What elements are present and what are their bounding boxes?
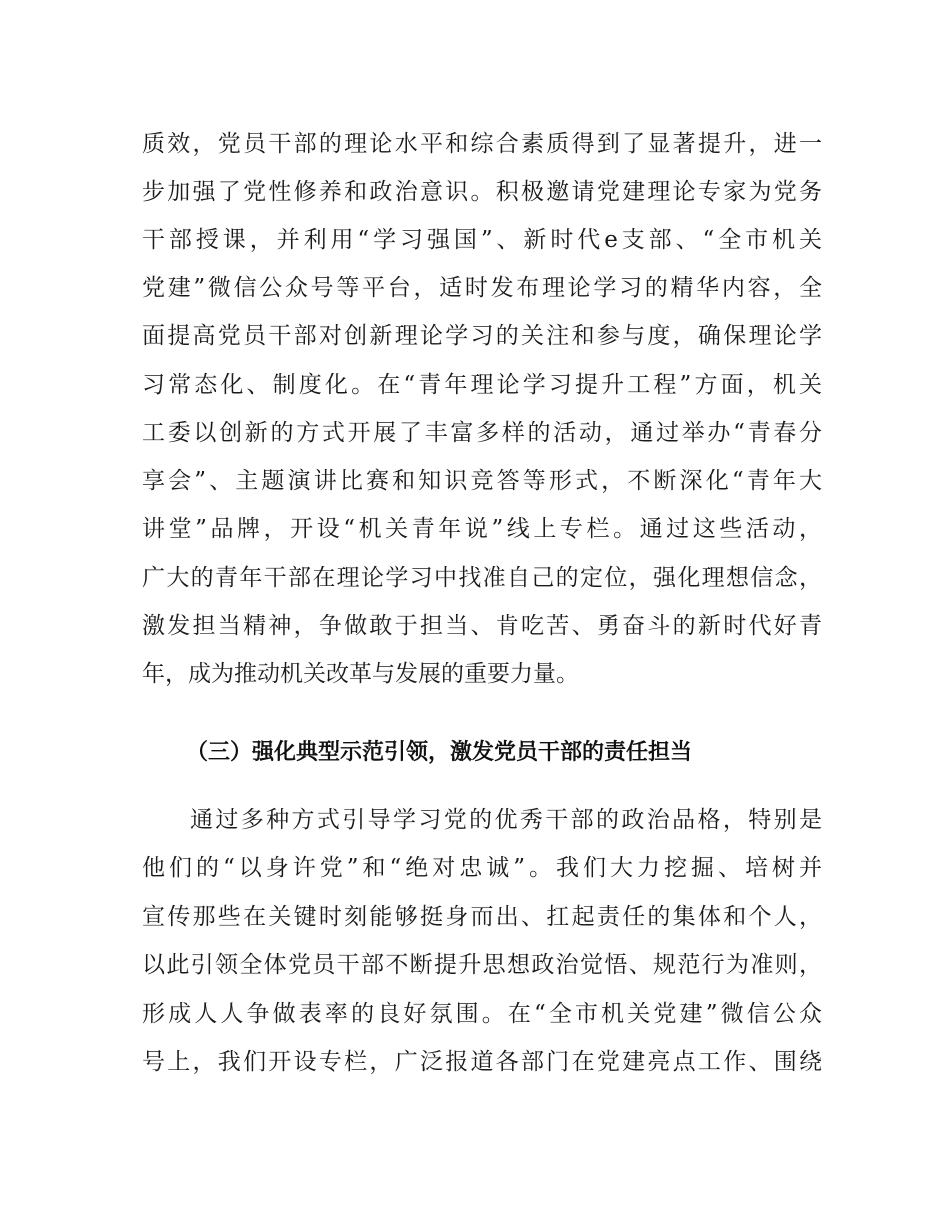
paragraph2-line: 宣传那些在关键时刻能够挺身而出、扛起责任的集体和个人， — [142, 904, 822, 930]
paragraph2-line: 通过多种方式引导学习党的优秀干部的政治品格，特别是 — [190, 807, 822, 833]
paragraph2-line: 号上，我们开设专栏，广泛报道各部门在党建亮点工作、围绕 — [142, 1049, 822, 1075]
paragraph2-line: 他们的“以身许党”和“绝对忠诚”。我们大力挖掘、培树并 — [142, 855, 822, 881]
paragraph1-line: 面提高党员干部对创新理论学习的关注和参与度，确保理论学 — [142, 323, 822, 349]
paragraph1-line: 习常态化、制度化。在“青年理论学习提升工程”方面，机关 — [142, 372, 822, 398]
paragraph1-line: 党建”微信公众号等平台，适时发布理论学习的精华内容，全 — [142, 275, 822, 301]
paragraph1-line: 干部授课，并利用“学习强国”、新时代e支部、“全市机关 — [142, 227, 822, 253]
paragraph1-line: 步加强了党性修养和政治意识。积极邀请党建理论专家为党务 — [142, 179, 822, 205]
paragraph1-line: 工委以创新的方式开展了丰富多样的活动，通过举办“青春分 — [142, 420, 822, 446]
paragraph1-line: 年，成为推动机关改革与发展的重要力量。 — [142, 661, 579, 687]
section-heading: （三）强化典型示范引领，激发党员干部的责任担当 — [186, 740, 693, 765]
paragraph1-line: 质效，党员干部的理论水平和综合素质得到了显著提升，进一 — [142, 131, 822, 157]
paragraph1-line: 享会”、主题演讲比赛和知识竞答等形式，不断深化“青年大 — [142, 468, 822, 494]
paragraph1-line: 激发担当精神，争做敢于担当、肯吃苦、勇奋斗的新时代好青 — [142, 613, 822, 639]
paragraph1-line: 讲堂”品牌，开设“机关青年说”线上专栏。通过这些活动， — [142, 516, 822, 542]
paragraph2-line: 形成人人争做表率的良好氛围。在“全市机关党建”微信公众 — [142, 1001, 822, 1027]
paragraph1-line: 广大的青年干部在理论学习中找准自己的定位，强化理想信念， — [142, 565, 822, 591]
paragraph2-line: 以此引领全体党员干部不断提升思想政治觉悟、规范行为准则， — [142, 952, 822, 978]
